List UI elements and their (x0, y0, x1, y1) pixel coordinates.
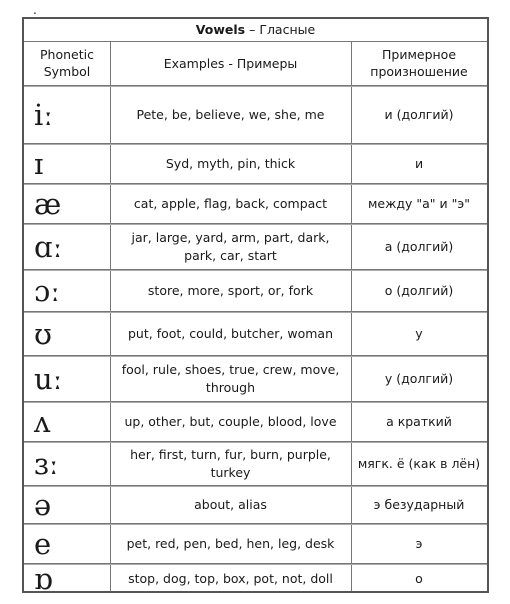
header-pron-line1: Примерное (381, 47, 457, 62)
examples-line: cat, apple, flag, back, compact (133, 196, 328, 211)
top-mark: . (33, 3, 37, 17)
row-divider (24, 85, 487, 86)
examples-cell (110, 145, 351, 183)
header-examples-label: Examples - Примеры (163, 55, 298, 71)
pronunciation-cell: а (долгий) (384, 239, 454, 254)
examples-line: Syd, myth, pin, thick (165, 156, 296, 171)
row-divider (24, 485, 487, 486)
table-row (24, 525, 487, 563)
header-pronunciation (351, 41, 487, 85)
examples-line: store, more, sport, or, fork (147, 283, 314, 298)
pronunciation-cell: и (долгий) (384, 107, 454, 122)
row-divider (24, 355, 487, 356)
examples-text (130, 446, 331, 482)
table-row (24, 145, 487, 183)
examples-text (137, 106, 325, 124)
pronunciation-cell: о (долгий) (384, 283, 454, 298)
row-divider (24, 401, 487, 402)
table-row (24, 271, 487, 311)
examples-line: up, other, but, couple, blood, love (124, 414, 337, 429)
examples-text (148, 282, 313, 300)
pronunciation-cell: а краткий (386, 414, 452, 429)
examples-cell (110, 271, 351, 311)
row-divider (24, 223, 487, 224)
table-row (24, 313, 487, 355)
examples-text (124, 413, 336, 431)
pronunciation-cell: э безударный (373, 497, 465, 512)
table-row (24, 87, 487, 143)
phonetic-symbol: æ (34, 186, 62, 221)
row-divider (24, 563, 487, 564)
phonetic-symbol: ɔː (34, 273, 61, 308)
vowels-table (22, 17, 489, 596)
examples-cell (110, 403, 351, 441)
table-row (24, 443, 487, 485)
pronunciation-cell: э (415, 536, 423, 551)
pronunciation-cell: о (415, 571, 423, 586)
pronunciation-cell: мягк. ё (как в лён) (357, 456, 481, 471)
examples-text (166, 155, 295, 173)
row-divider (24, 523, 487, 524)
examples-cell (110, 565, 351, 593)
row-divider (24, 441, 487, 442)
examples-line: through (205, 380, 256, 395)
pronunciation-cell: и (414, 156, 424, 171)
table-row (24, 487, 487, 523)
examples-cell (110, 313, 351, 355)
examples-line: put, foot, could, butcher, woman (127, 326, 333, 341)
examples-cell (110, 185, 351, 223)
examples-line: about, alias (194, 497, 267, 512)
examples-text (127, 535, 335, 553)
header-pron-line2: произношение (370, 64, 468, 79)
pronunciation-cell: у (415, 326, 423, 341)
row-divider (24, 183, 487, 184)
examples-text (134, 195, 327, 213)
examples-line: fool, rule, shoes, true, crew, move, (121, 362, 340, 377)
phonetic-symbol: ʌ (34, 404, 51, 439)
examples-cell (110, 487, 351, 523)
pronunciation-cell: между "а" и "э" (368, 196, 470, 211)
phonetic-symbol: ɪ (34, 146, 44, 181)
pronunciation-cell: у (долгий) (384, 371, 454, 386)
examples-text (122, 361, 340, 397)
phonetic-symbol: ɜː (34, 446, 59, 481)
examples-cell (110, 443, 351, 485)
header-examples (110, 41, 351, 85)
row-divider (24, 311, 487, 312)
row-divider (24, 269, 487, 270)
title-bold: Vowels (195, 22, 246, 37)
phonetic-symbol: iː (34, 97, 54, 132)
phonetic-symbol: uː (34, 361, 63, 396)
examples-text (194, 496, 267, 514)
table-row (24, 225, 487, 269)
examples-line: her, first, turn, fur, burn, purple, (130, 447, 331, 462)
row-divider (24, 143, 487, 144)
table-row (24, 357, 487, 401)
examples-cell (110, 87, 351, 143)
header-symbol-line1: Phonetic (40, 47, 94, 62)
table-title (24, 19, 487, 42)
examples-text (128, 325, 333, 343)
examples-cell (110, 525, 351, 563)
examples-cell (110, 357, 351, 401)
phonetic-symbol: ɑː (34, 229, 63, 264)
examples-line: Pete, be, believe, we, she, me (136, 107, 325, 122)
phonetic-symbol: ʊ (34, 316, 52, 351)
table-row (24, 403, 487, 441)
header-symbol (24, 41, 110, 85)
table-row (24, 185, 487, 223)
examples-line: park, car, start (184, 248, 277, 263)
table-row (24, 561, 487, 596)
phonetic-symbol: ə (34, 487, 52, 522)
examples-text (132, 229, 330, 265)
examples-line: stop, dog, top, box, pot, not, doll (128, 571, 333, 586)
title-rest: – Гласные (245, 22, 316, 37)
header-symbol-line2: Symbol (43, 64, 91, 79)
examples-line: turkey (210, 465, 251, 480)
examples-text (128, 570, 333, 588)
phonetic-symbol: e (34, 526, 52, 561)
examples-line: jar, large, yard, arm, part, dark, (131, 230, 330, 245)
phonetic-symbol: ɒ (34, 561, 53, 596)
examples-line: pet, red, pen, bed, hen, leg, desk (126, 536, 335, 551)
examples-cell (110, 225, 351, 269)
